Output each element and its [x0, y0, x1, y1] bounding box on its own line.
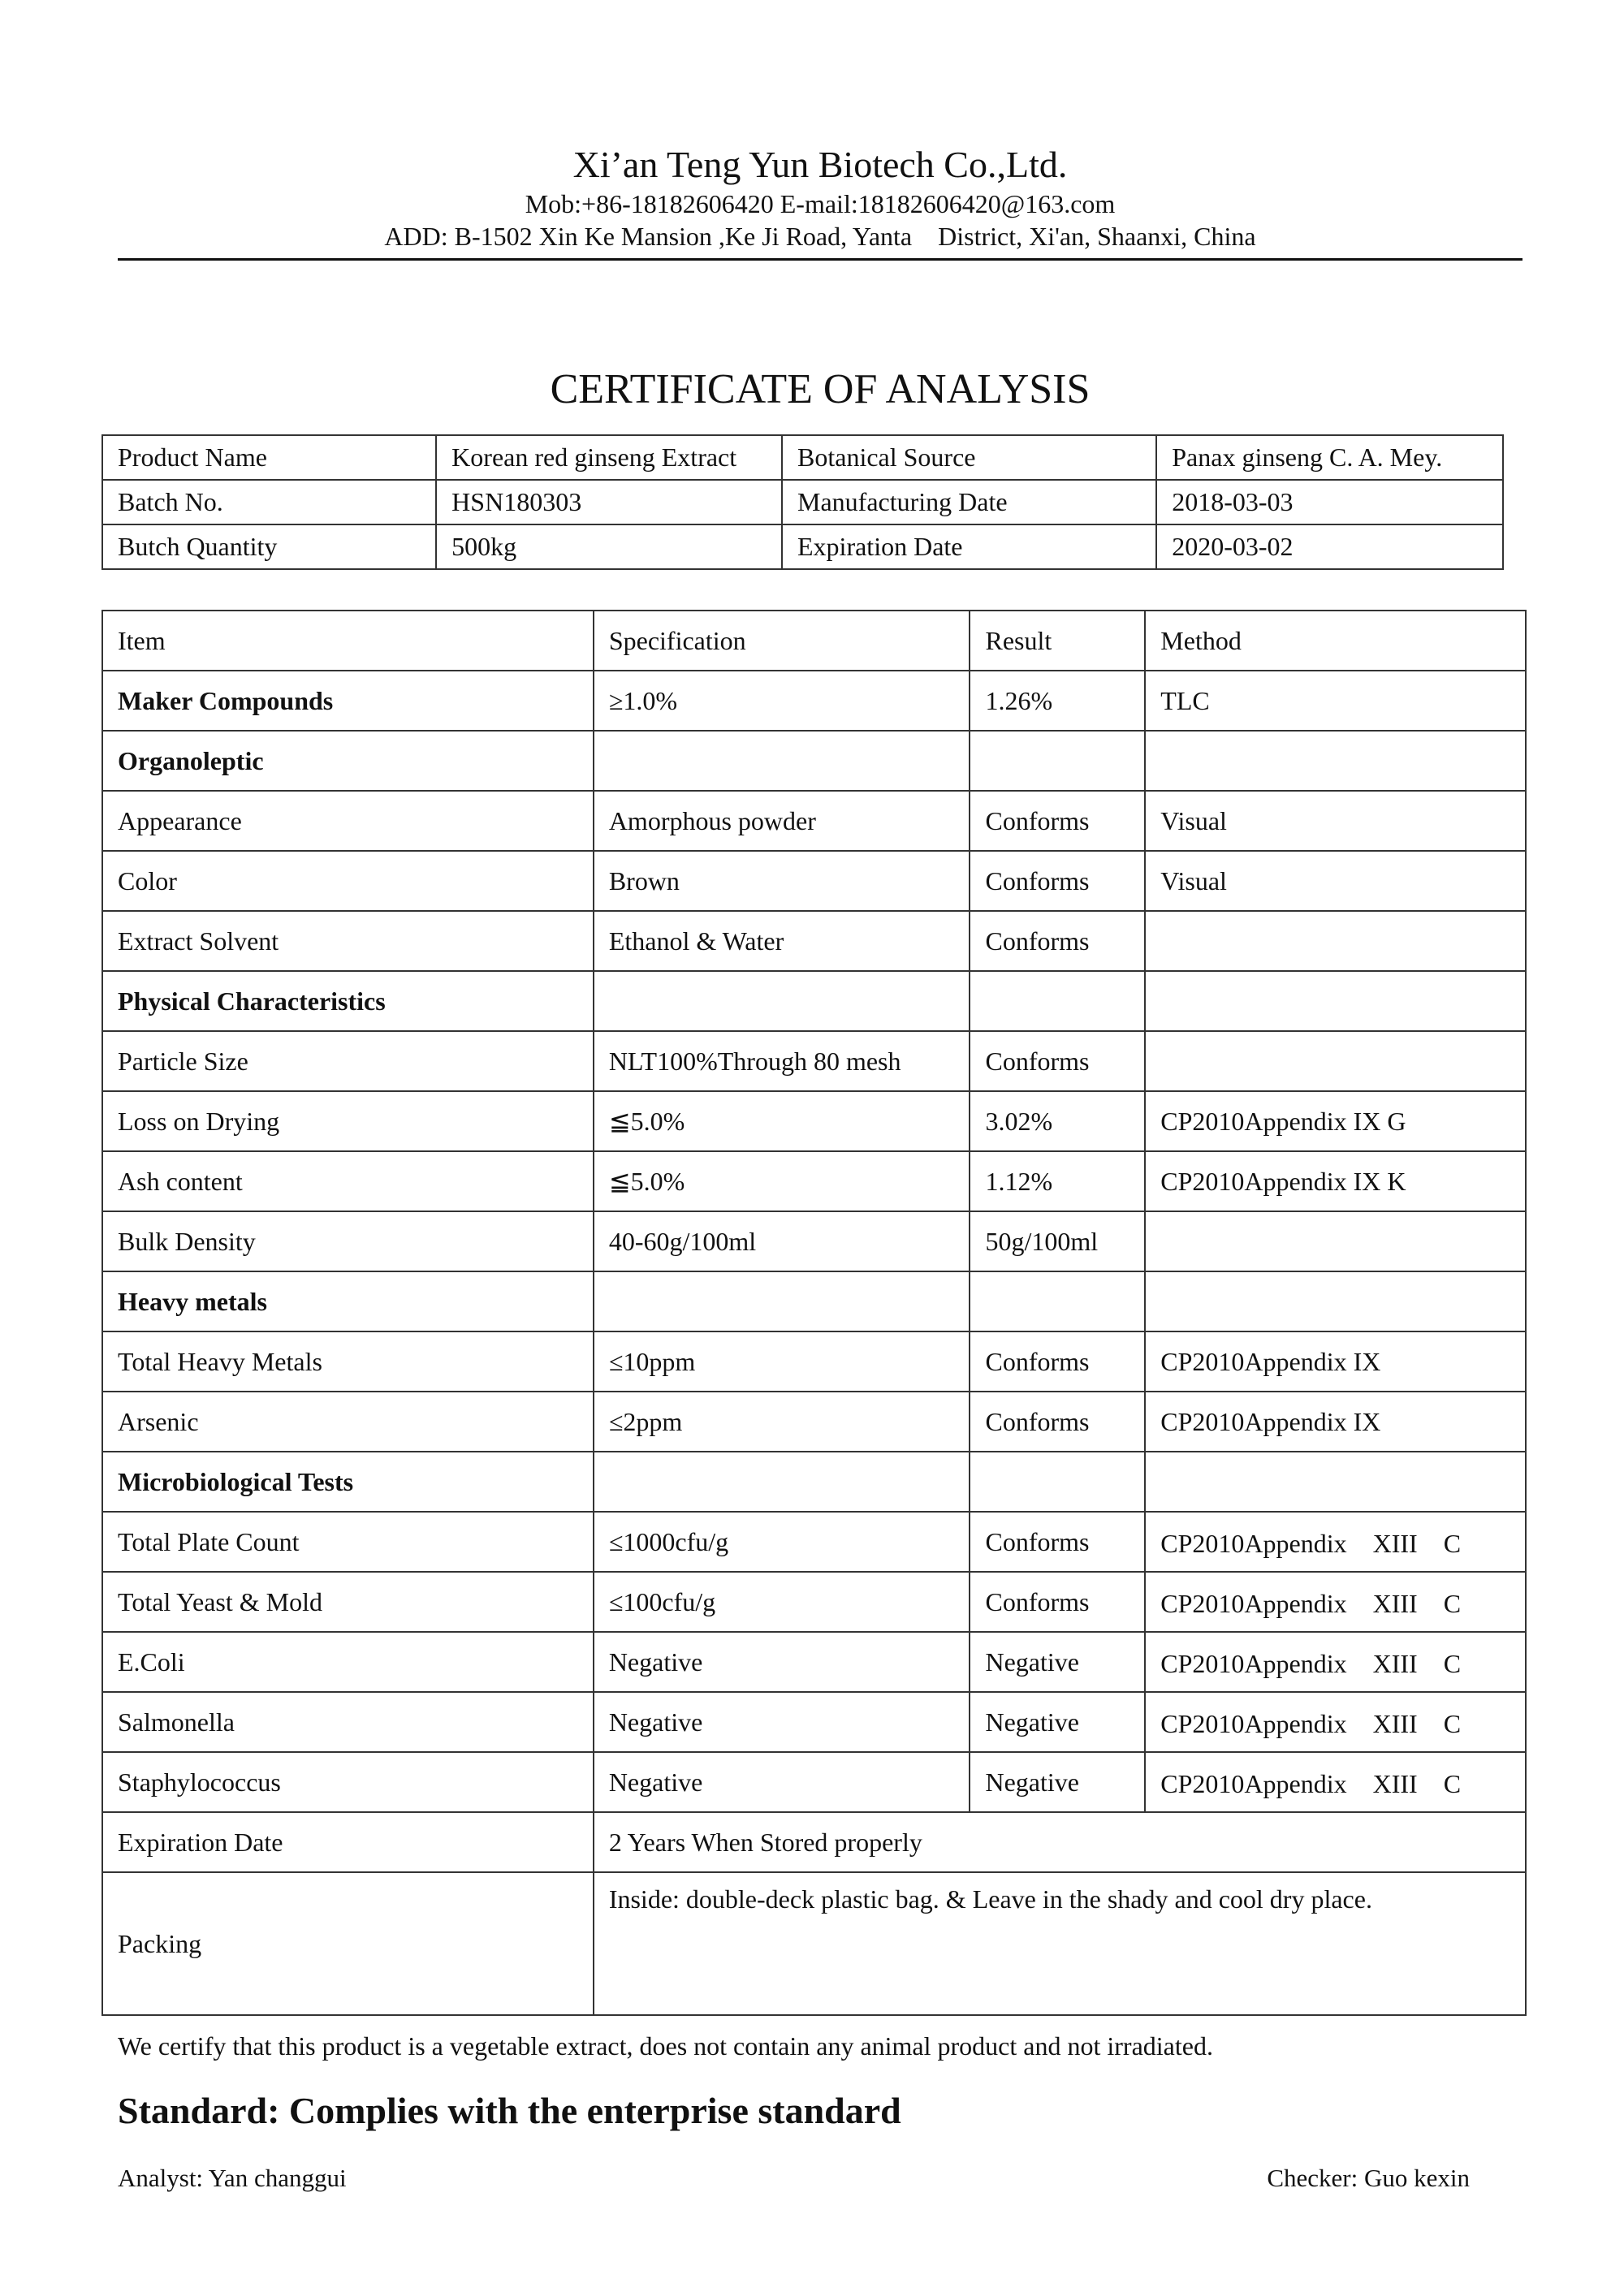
- info-label: Product Name: [102, 435, 436, 480]
- result-cell: 50g/100ml: [970, 1211, 1145, 1271]
- result-cell: [970, 971, 1145, 1031]
- item-cell: Extract Solvent: [102, 911, 594, 971]
- info-label: Batch No.: [102, 480, 436, 524]
- table-row: [102, 1632, 1526, 1692]
- result-cell: Conforms: [970, 1512, 1145, 1572]
- item-cell: E.Coli: [102, 1632, 594, 1692]
- checker-signature: Checker: Guo kexin: [1267, 2164, 1470, 2192]
- info-value: 2018-03-03: [1156, 480, 1503, 524]
- table-row: [102, 1031, 1526, 1091]
- column-header: Method: [1145, 611, 1526, 671]
- item-cell: Salmonella: [102, 1692, 594, 1752]
- column-header: Item: [102, 611, 594, 671]
- method-cell: Visual: [1145, 791, 1526, 851]
- packing-row: [102, 1872, 1526, 2015]
- method-cell: CP2010Appendix IX G: [1145, 1091, 1526, 1151]
- specification-cell: ≤1000cfu/g: [594, 1512, 970, 1572]
- info-value: HSN180303: [436, 480, 782, 524]
- table-row: [102, 1692, 1526, 1752]
- expiration-row: [102, 1812, 1526, 1872]
- item-cell: Maker Compounds: [102, 671, 594, 731]
- item-cell: Loss on Drying: [102, 1091, 594, 1151]
- method-cell: CP2010Appendix IX K: [1145, 1151, 1526, 1211]
- info-value: Panax ginseng C. A. Mey.: [1156, 435, 1503, 480]
- analyst-signature: Analyst: Yan changgui: [118, 2164, 347, 2192]
- address-line: ADD: B-1502 Xin Ke Mansion ,Ke Ji Road, Yanta District, Xi'an, Shaanxi, China: [384, 222, 1256, 251]
- info-label: Manufacturing Date: [782, 480, 1156, 524]
- specification-cell: [594, 731, 970, 791]
- result-cell: Conforms: [970, 1331, 1145, 1392]
- contact-line: Mob:+86-18182606420 E-mail:18182606420@163.com: [525, 189, 1116, 218]
- item-cell: Particle Size: [102, 1031, 594, 1091]
- result-cell: Conforms: [970, 1572, 1145, 1632]
- method-cell: CP2010Appendix XIII C: [1145, 1752, 1526, 1812]
- info-row: [102, 524, 1503, 569]
- result-cell: 1.26%: [970, 671, 1145, 731]
- company-name: Xi’an Teng Yun Biotech Co.,Ltd.: [572, 144, 1068, 185]
- section-row: [102, 1271, 1526, 1331]
- analysis-table: [102, 610, 1527, 2016]
- result-cell: Conforms: [970, 791, 1145, 851]
- letterhead: [118, 142, 1522, 252]
- method-cell: CP2010Appendix XIII C: [1145, 1632, 1526, 1692]
- table-row: [102, 1752, 1526, 1812]
- section-row: [102, 731, 1526, 791]
- specification-cell: ≥1.0%: [594, 671, 970, 731]
- result-cell: 1.12%: [970, 1151, 1145, 1211]
- result-cell: [970, 1452, 1145, 1512]
- column-header: Specification: [594, 611, 970, 671]
- table-row: [102, 1572, 1526, 1632]
- method-cell: [1145, 731, 1526, 791]
- info-row: [102, 480, 1503, 524]
- section-row: [102, 1452, 1526, 1512]
- result-cell: Negative: [970, 1752, 1145, 1812]
- specification-cell: [594, 1271, 970, 1331]
- specification-cell: ≦5.0%: [594, 1151, 970, 1211]
- section-row: [102, 971, 1526, 1031]
- expiration-label: Expiration Date: [102, 1812, 594, 1872]
- method-cell: [1145, 911, 1526, 971]
- result-cell: Conforms: [970, 911, 1145, 971]
- specification-cell: Negative: [594, 1632, 970, 1692]
- product-info-table: [102, 434, 1504, 570]
- packing-value: Inside: double-deck plastic bag. & Leave in the shady and cool dry place.: [594, 1872, 1526, 2015]
- header-divider: [118, 258, 1522, 261]
- method-cell: [1145, 1271, 1526, 1331]
- specification-cell: [594, 971, 970, 1031]
- result-cell: [970, 731, 1145, 791]
- certification-statement: We certify that this product is a vegetable extract, does not contain any animal product and not irradiated.: [118, 2031, 1213, 2061]
- specification-cell: Amorphous powder: [594, 791, 970, 851]
- table-row: [102, 1211, 1526, 1271]
- result-cell: Conforms: [970, 1392, 1145, 1452]
- result-cell: Conforms: [970, 851, 1145, 911]
- table-row: [102, 671, 1526, 731]
- item-cell: Staphylococcus: [102, 1752, 594, 1812]
- table-row: [102, 1392, 1526, 1452]
- specification-cell: ≦5.0%: [594, 1091, 970, 1151]
- specification-cell: 40-60g/100ml: [594, 1211, 970, 1271]
- result-cell: 3.02%: [970, 1091, 1145, 1151]
- item-cell: Ash content: [102, 1151, 594, 1211]
- info-value: 500kg: [436, 524, 782, 569]
- method-cell: [1145, 1031, 1526, 1091]
- item-cell: Arsenic: [102, 1392, 594, 1452]
- table-row: [102, 1512, 1526, 1572]
- item-cell: Heavy metals: [102, 1271, 594, 1331]
- item-cell: Microbiological Tests: [102, 1452, 594, 1512]
- method-cell: CP2010Appendix XIII C: [1145, 1512, 1526, 1572]
- result-cell: [970, 1271, 1145, 1331]
- method-cell: CP2010Appendix XIII C: [1145, 1692, 1526, 1752]
- specification-cell: Negative: [594, 1752, 970, 1812]
- info-row: [102, 435, 1503, 480]
- document-title: CERTIFICATE OF ANALYSIS: [550, 366, 1091, 412]
- column-header: Result: [970, 611, 1145, 671]
- specification-cell: ≤10ppm: [594, 1331, 970, 1392]
- method-cell: CP2010Appendix IX: [1145, 1331, 1526, 1392]
- standard-statement: Standard: Complies with the enterprise standard: [118, 2090, 901, 2131]
- result-cell: Negative: [970, 1632, 1145, 1692]
- info-value: Korean red ginseng Extract: [436, 435, 782, 480]
- table-row: [102, 1091, 1526, 1151]
- table-row: [102, 911, 1526, 971]
- item-cell: Organoleptic: [102, 731, 594, 791]
- specification-cell: Negative: [594, 1692, 970, 1752]
- result-cell: Conforms: [970, 1031, 1145, 1091]
- info-label: Butch Quantity: [102, 524, 436, 569]
- expiration-value: 2 Years When Stored properly: [594, 1812, 1526, 1872]
- item-cell: Total Heavy Metals: [102, 1331, 594, 1392]
- method-cell: TLC: [1145, 671, 1526, 731]
- result-cell: Negative: [970, 1692, 1145, 1752]
- specification-cell: Brown: [594, 851, 970, 911]
- info-label: Botanical Source: [782, 435, 1156, 480]
- table-row: [102, 1151, 1526, 1211]
- packing-label: Packing: [102, 1872, 594, 2015]
- item-cell: Total Plate Count: [102, 1512, 594, 1572]
- method-cell: [1145, 1452, 1526, 1512]
- specification-cell: ≤2ppm: [594, 1392, 970, 1452]
- method-cell: CP2010Appendix XIII C: [1145, 1572, 1526, 1632]
- table-header-row: [102, 611, 1526, 671]
- item-cell: Total Yeast & Mold: [102, 1572, 594, 1632]
- item-cell: Physical Characteristics: [102, 971, 594, 1031]
- method-cell: Visual: [1145, 851, 1526, 911]
- method-cell: CP2010Appendix IX: [1145, 1392, 1526, 1452]
- method-cell: [1145, 971, 1526, 1031]
- method-cell: [1145, 1211, 1526, 1271]
- specification-cell: ≤100cfu/g: [594, 1572, 970, 1632]
- table-row: [102, 851, 1526, 911]
- info-label: Expiration Date: [782, 524, 1156, 569]
- item-cell: Appearance: [102, 791, 594, 851]
- table-row: [102, 1331, 1526, 1392]
- specification-cell: [594, 1452, 970, 1512]
- table-row: [102, 791, 1526, 851]
- item-cell: Color: [102, 851, 594, 911]
- specification-cell: Ethanol & Water: [594, 911, 970, 971]
- info-value: 2020-03-02: [1156, 524, 1503, 569]
- specification-cell: NLT100%Through 80 mesh: [594, 1031, 970, 1091]
- item-cell: Bulk Density: [102, 1211, 594, 1271]
